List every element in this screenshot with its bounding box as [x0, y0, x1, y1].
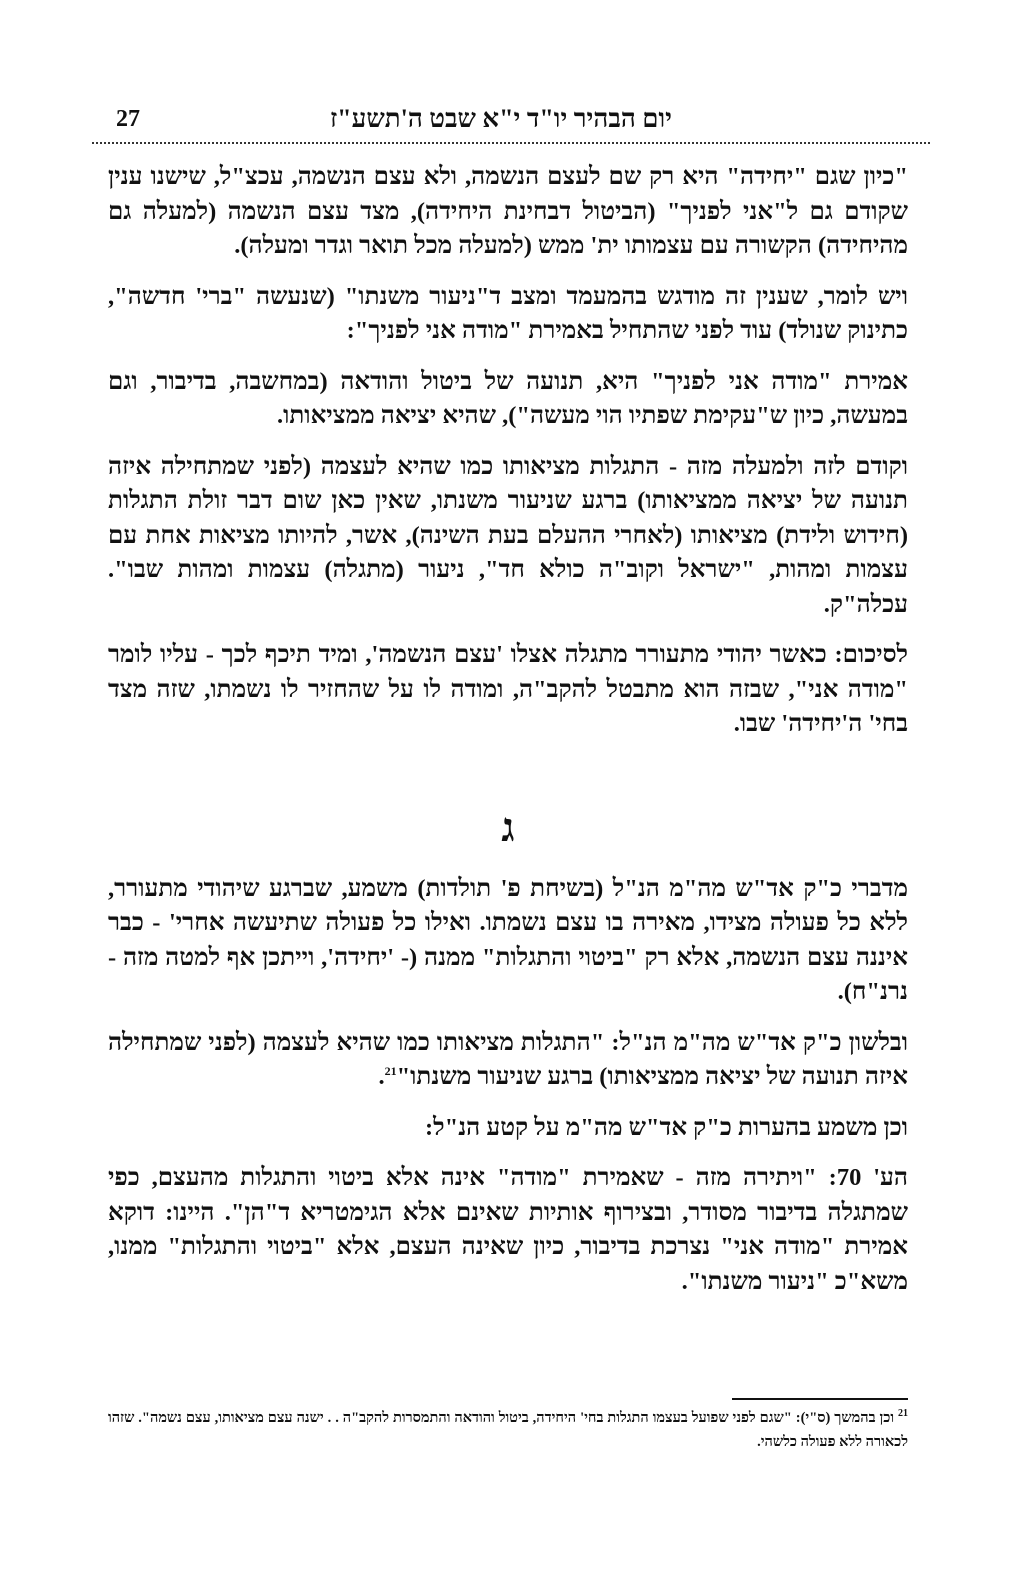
page-number: 27 — [116, 106, 140, 132]
running-title: יום הבהיר יו"ד י"א שבט ה'תשע"ז — [329, 104, 672, 133]
paragraph-3: אמירת "מודה אני לפניך" היא, תנועה של ביטול והודאה (במחשבה, בדיבור, וגם במעשה, כיון ש"עקימת שפתיו הוי מעשה"), שהיא יציאה ממציאותו. — [108, 367, 908, 429]
section-heading: ג — [501, 804, 515, 850]
paragraph-4: וקודם לזה ולמעלה מזה - התגלות מציאותו כמו שהיא לעצמה (לפני שמתחילה איזה תנועה של יציאה ממציאותו) ברגע שניעור משנתו, שאין כאן שום דבר זולת התגלות (חידוש ולידת) מציאותו (לאחרי ההעלם בעת השינה), אשר, להיותו מציאות אחת עם עצמות ומהות, "ישראל וקוב"ה כולא חד", ניעור (מתגלה) עצמות ומהות שבו". עכלה"ק. — [108, 452, 908, 618]
paragraph-7-end: . — [378, 1063, 385, 1090]
paragraph-8: וכן משמע בהערות כ"ק אד"ש מה"מ על קטע הנ"ל: — [424, 1113, 908, 1141]
paragraph-7 — [108, 1026, 908, 1095]
footnote-number: 21 — [898, 1408, 908, 1420]
footnote-divider — [732, 1398, 908, 1400]
main-text — [108, 160, 908, 1315]
footnote-ref-21[interactable]: 21 — [384, 1063, 397, 1078]
footnote — [108, 1406, 908, 1454]
paragraph-6: מדברי כ"ק אד"ש מה"מ הנ"ל (בשיחת פ' תולדות) משמע, שברגע שיהודי מתעורר, ללא כל פעולה מצידו, מאירה בו עצם נשמתו. ואילו כל פעולה שתיעשה אחרי' - כבר איננה עצם הנשמה, אלא רק "ביטוי והתגלות" ממנה (- 'יחידה', וייתכן אף למטה מזה - נרנ"ח). — [108, 874, 908, 1005]
paragraph-1: "כיון שגם "יחידה" היא רק שם לעצם הנשמה, ולא עצם הנשמה, עכצ"ל, שישנו ענין שקודם גם ל"אני לפניך" (הביטול דבחינת היחידה), מצד עצם הנשמה (למעלה גם מהיחידה) הקשורה עם עצמותו ית' ממש (למעלה מכל תואר וגדר ומעלה). — [108, 163, 908, 259]
page-header — [92, 96, 930, 144]
paragraph-2: ויש לומר, שענין זה מודגש בהמעמד ומצב ד"ניעור משנתו" (שנעשה "ברי' חדשה", כתינוק שנולד) עוד לפני שהתחיל באמירת "מודה אני לפניך": — [108, 282, 908, 344]
paragraph-7-text: ובלשון כ"ק אד"ש מה"מ הנ"ל: "התגלות מציאותו כמו שהיא לעצמה (לפני שמתחילה איזה תנועה של יציאה ממציאותו) ברגע שניעור משנתו" — [108, 1028, 908, 1090]
footnote-text: וכן בהמשך (ס"י): "שגם לפני שפועל בעצמו התגלות בחי' היחידה, ביטול והודאה והתמסרות להקב"ה . . ישנה עצם מציאותו, עצם נשמה". שזהו לכאורה ללא פעולה כלשהי. — [108, 1410, 908, 1450]
paragraph-5: לסיכום: כאשר יהודי מתעורר מתגלה אצלו 'עצם הנשמה', ומיד תיכף לכך - עליו לומר "מודה אני", שבזה הוא מתבטל להקב"ה, ומודה לו על שהחזיר לו נשמתו, שזה מצד בחי' ה'יחידה' שבו. — [108, 641, 908, 737]
paragraph-9: הע' 70: "ויתירה מזה - שאמירת "מודה" אינה אלא ביטוי והתגלות מהעצם, כפי שמתגלה בדיבור מסודר, ובצירוף אותיות שאינם אלא הגימטריא ד"הן". היינו: דוקא אמירת "מודה אני" נצרכת בדיבור, כיון שאינה העצם, אלא "ביטוי והתגלות" ממנו, משא"כ "ניעור משנתו". — [108, 1164, 908, 1295]
